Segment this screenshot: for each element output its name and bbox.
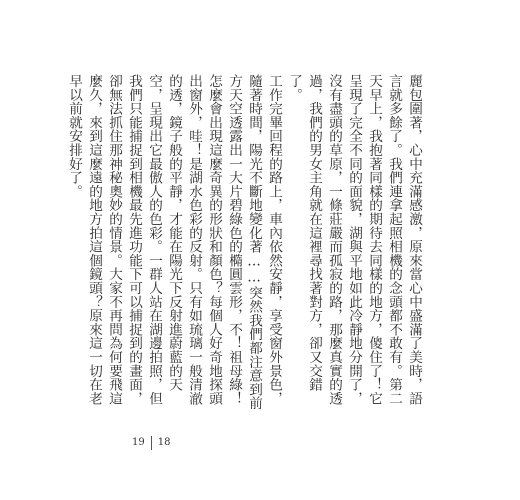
paragraph-2: 工作完畢回程的路上，車內依然安靜，享受窗外景色，隨著時間，陽光不斷地變化著……突然我們都注意到前方天空透露出一大片碧綠色的橢圓雲形，不！祖母綠！怎麼會出現這麼奇異的形狀和顏色？每個人好奇地探頭出窗外，哇！是湖水色彩的反射。只有如琉璃一般清澈的透，鏡子般的平靜，才能在陽光下反射進蔚藍的天空，呈現出它最傲人的色彩。一群人站在湖邊拍照，但我們只能捕捉到相機最先進功能下可以捕捉到的畫面，卻無法抓住那神秘奧妙的情景。大家不再問為何要飛這麼久，來到這麼遠的地方拍這個鏡頭？原來這一切在老早以前就安排好了。 — [66, 74, 282, 410]
vertical-body-text — [66, 74, 424, 414]
page-numbers — [132, 436, 170, 450]
page-divider-rule — [151, 436, 152, 450]
right-page-number: 18 — [157, 437, 171, 448]
paragraph-1: 麗包圍著，心中充滿感激，原來當心中盛滿了美時，語言就多餘了。我們連拿起照相機的念頭都不敢有。第二天早上，我抱著同樣的期待去同樣的地方，傻住了！它呈現了完全不同的面貌，湖與平地如此冷靜地分開了，沒有盡頭的草原，一條莊嚴而孤寂的路，那麼真實的透過，我們的男女主角就在這裡尋找著對方，卻又交錯了。 — [286, 74, 422, 406]
left-page-number: 19 — [132, 437, 145, 448]
